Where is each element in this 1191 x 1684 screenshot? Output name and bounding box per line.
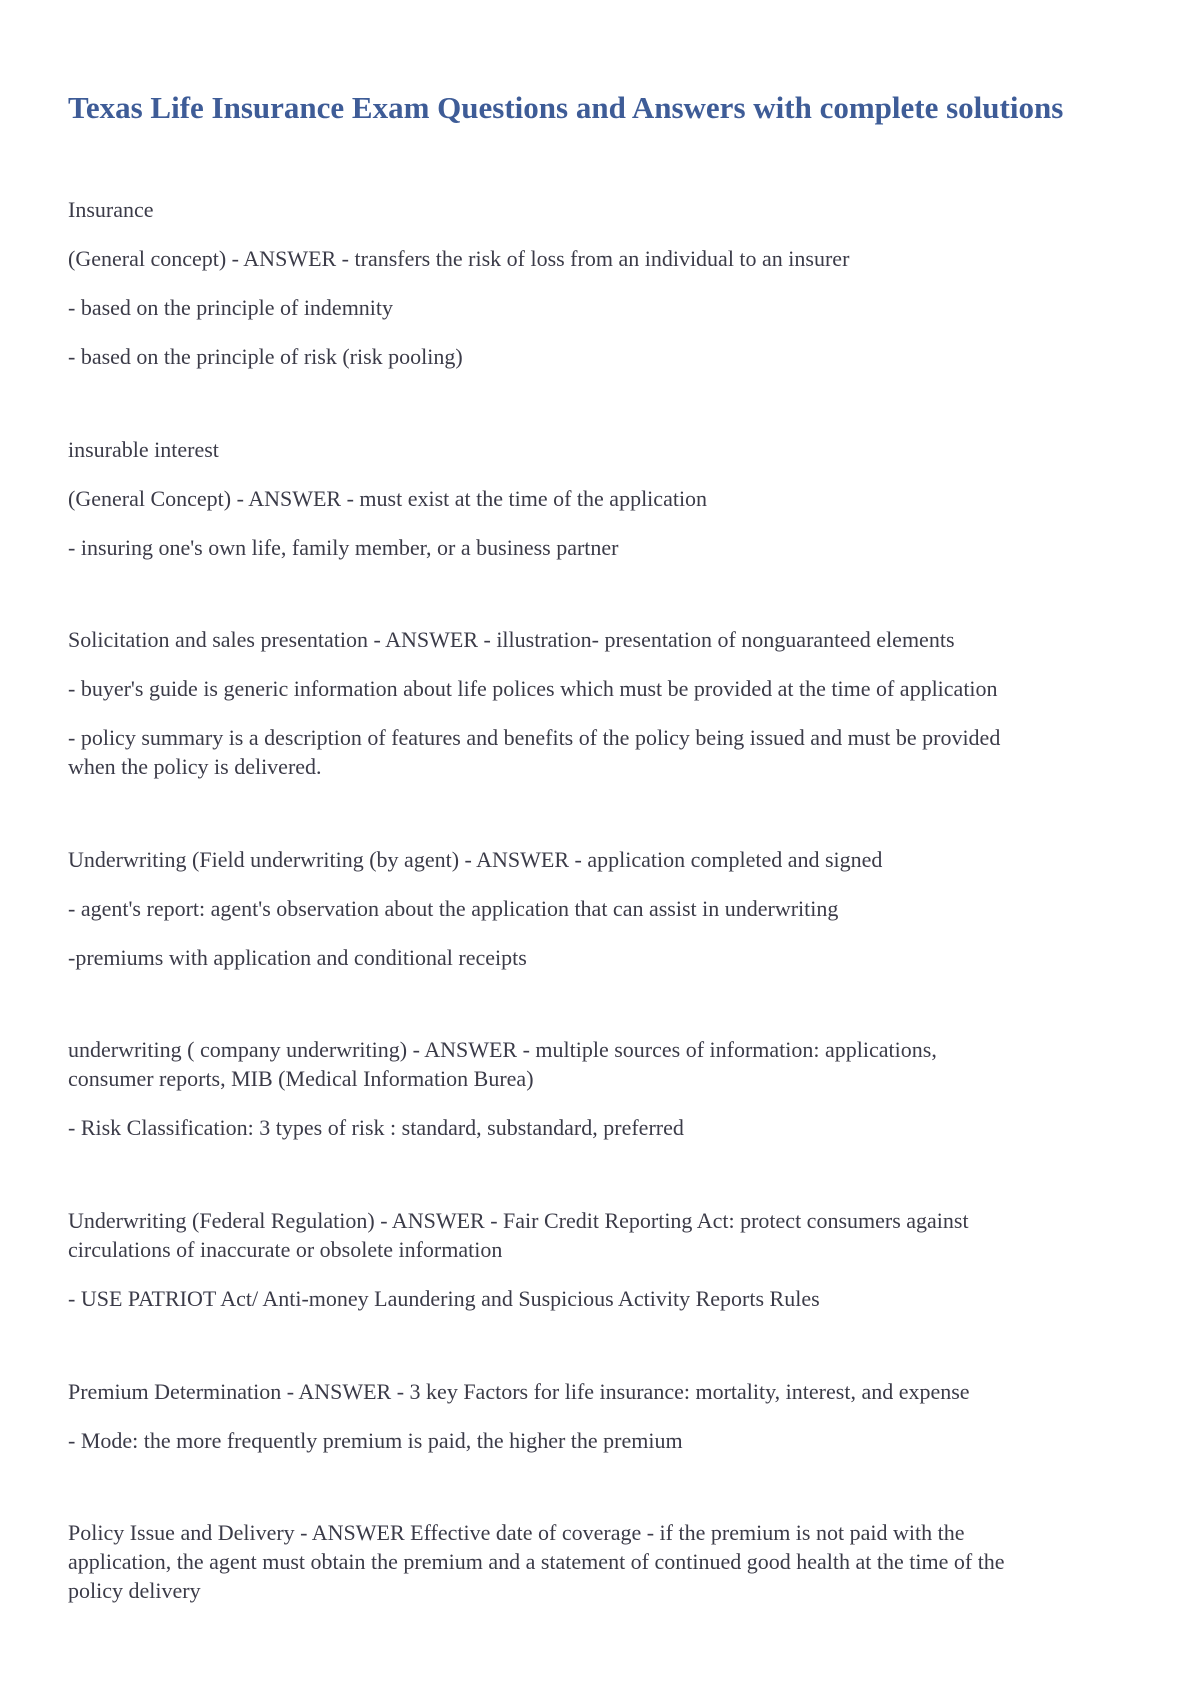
text-line: (General concept) - ANSWER - transfers the risk of loss from an individual to an insurer — [68, 246, 850, 271]
text-line: circulations of inaccurate or obsolete information — [68, 1237, 503, 1262]
text-line: consumer reports, MIB (Medical Information Burea) — [68, 1066, 534, 1091]
text-line: application, the agent must obtain the premium and a statement of continued good health at the time of the — [68, 1549, 1005, 1574]
text-line: -premiums with application and conditional receipts — [68, 945, 527, 970]
text-line: - USE PATRIOT Act/ Anti-money Laundering and Suspicious Activity Reports Rules — [68, 1286, 820, 1311]
text-line: insurable interest — [68, 437, 219, 462]
text-line: policy delivery — [68, 1578, 201, 1603]
text-line: (General Concept) - ANSWER - must exist at the time of the application — [68, 486, 708, 511]
document-title: Texas Life Insurance Exam Questions and Answers with complete solutions — [68, 90, 1064, 125]
text-line: Solicitation and sales presentation - ANSWER - illustration- presentation of nonguaranteed elements — [68, 627, 955, 652]
text-line: - Risk Classification: 3 types of risk : standard, substandard, preferred — [68, 1115, 684, 1140]
text-line: when the policy is delivered. — [68, 754, 322, 779]
text-line: - insuring one's own life, family member, or a business partner — [68, 535, 619, 560]
text-line: Policy Issue and Delivery - ANSWER Effective date of coverage - if the premium is not paid with the — [68, 1520, 965, 1545]
text-line: Underwriting (Federal Regulation) - ANSWER - Fair Credit Reporting Act: protect consumers against — [68, 1208, 969, 1233]
text-line: - based on the principle of indemnity — [68, 295, 394, 320]
text-line: underwriting ( company underwriting) - ANSWER - multiple sources of information: applications, — [68, 1037, 937, 1062]
text-line: - agent's report: agent's observation about the application that can assist in underwriting — [68, 896, 839, 921]
text-line: Premium Determination - ANSWER - 3 key Factors for life insurance: mortality, interest, and expense — [68, 1379, 970, 1404]
text-line: - policy summary is a description of features and benefits of the policy being issued and must be provided — [68, 725, 1001, 750]
text-line: - Mode: the more frequently premium is paid, the higher the premium — [68, 1428, 683, 1453]
text-line: Underwriting (Field underwriting (by agent) - ANSWER - application completed and signed — [68, 847, 883, 872]
text-line: - based on the principle of risk (risk pooling) — [68, 344, 463, 369]
text-line: Insurance — [68, 197, 154, 222]
text-line: - buyer's guide is generic information about life polices which must be provided at the time of application — [68, 676, 998, 701]
